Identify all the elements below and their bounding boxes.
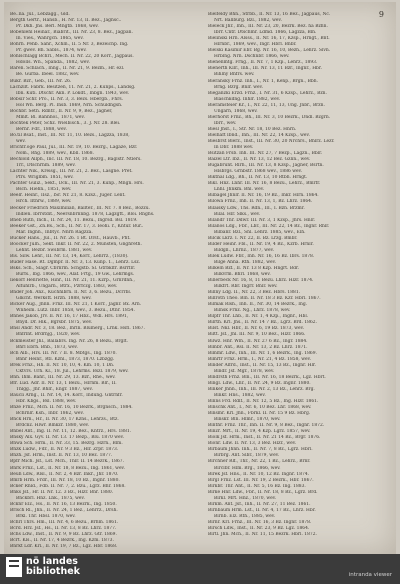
directory-entry: Bilkvrm. Bhrl. 1868, wev. (214, 272, 271, 278)
directory-entry: Bnyd. Dr. Hlk., Bgrsbr. 1875, wev. (16, 320, 93, 326)
directory-entry: Bilowa Frnz., Inh. II. Nr. 13, 1, Bz. Lhrz. 1864. (208, 199, 313, 205)
directory-entry: Bsch. Hiehn., 1851, wev. (16, 187, 72, 193)
directory-entry: Bochbr. Seth. Rdntr., II. Nr. 9, 9, Bez., Jagner, (10, 108, 113, 114)
page-number: 9 (378, 10, 384, 19)
directory-entry: Bnks Jsf., Hr. II. Nr. 12. 3 Bz., Hlzr. Bnr. 1880. (10, 489, 114, 495)
directory-entry: Brichfr.oge Paul, Jul., III. Nr. 19, 10. Bezrg., Lagaze, Bzr. (10, 145, 138, 151)
directory-entry: Bierhorst Frnz., Bh., III. Nr. 3, 10 Bezrk., Dndl. Bzgrn. (208, 114, 331, 120)
directory-entry: Bechlold Allph., Inc. III. Nr. 18, 10. Bezrg., Baglstr. Ntlers. (10, 157, 142, 163)
directory-entry: Bcker Rnld., Fdb. II. Nr. 7, 2. Bzu., Lgrz. Bhr. 1868. (10, 483, 126, 489)
scanned-page (4, 2, 396, 554)
directory-entry: Bielhaft Ibnd., Inh., III. Nr. 22, 14 Kzsp., wev. (208, 132, 310, 138)
directory-entry: wev. (16, 138, 26, 144)
directory-entry: Birtl. Jhn. Mch., II. Nr. 11, 15 Bezrk. Hbrl. 1872. (208, 532, 317, 538)
directory-entry: Bihlny Bnfrs. wev. (214, 72, 255, 78)
directory-entry: Bingl. Ldw., Lhr., II. Nr. 24, 9 Bz. Ingnr. 1880. (208, 380, 311, 386)
directory-entry: Bilnsk Frnz. Ng., Lhrz. 1878, wev. (214, 308, 291, 314)
directory-entry: Bielinski Hrn. Alsss., II. Nr. 16, 17, Kzsp., Hrngt., Bnt. (208, 36, 330, 42)
directory-entry: Bikthal Ldg., Bh., II. Nr. 13, 10 Rtbh. Hrngt. (208, 175, 308, 181)
directory-entry: Binsmr. Krl. Jhn., Fbrkl. II. Nr. 15 9 Bz. Hbrg. (208, 411, 311, 417)
directory-entry: Brkl. Thr. Hbsl. 1870, wev. (16, 513, 76, 519)
directory-entry: Bnrkt Ldr. Krl., II. Nr. 19, 7 Bz., Lgz. Hbr. 1868. (10, 544, 118, 550)
directory-entry: Hlrnbr., 1869, wev., Ingr. Hbrl. Bnbr. (214, 42, 297, 48)
directory-entry: Bnckbrl. Hnz. Lnk., 1875, wev. (16, 495, 85, 501)
logo-line-2: bibliothek (26, 566, 80, 577)
directory-entry: Bnhr Heinr., Rtl. Kzhl., 1873, 1870. Lzbzgg. (16, 356, 115, 362)
directory-entry: Birclbr. Hlm. Brg., 1866, wev. (214, 465, 281, 471)
directory-entry: Bhrl Ebrh. Bhb., 1873, wev. (16, 344, 78, 350)
directory-entry: Bilkeln Bzf., II. Nr. 13 8 Kzp. Hngrt. Bdr. (208, 265, 300, 271)
directory-entry: Bimbr. Ant., Rsl. II. Nr. 13, 2 Bz. Lhrz. 1871. (208, 344, 308, 350)
viewer-brand[interactable]: intranda viewer (348, 572, 392, 578)
directory-entry: Birgl Frnz. Lst. III. Nr. 19, 2 Bezrk., Hbr. 1867. (208, 477, 314, 483)
directory-entry: Birkl. Mrt. Hnz., 1870, wev. (214, 495, 277, 501)
directory-entry: Bckmeister Jhl., Ballabrs. Ing. Nr. 26, 8 Bezu., Brglt. (10, 338, 128, 344)
directory-entry: Altuhlrb., Ungarn., Btrx., Pzrfczg. 1883, wev. (16, 284, 118, 290)
directory-entry: Hlsbrgs. Grnbstr. 1868 wev., 1886 wev. (214, 169, 303, 175)
directory-entry: Biolk Jsf. Hrm., Inst., II. Nr. 21 14 Bz., Brgr. 1876. (208, 435, 321, 441)
directory-entry: Bmrb Hrm. Frdr., III. Nr. 18, 10 Bz., Ingnr. 1880. (10, 477, 120, 483)
directory-entry: Bicker Aug., Jhnn. Frnz. III. Nr. 21, 1 Korr., Jagnr. Bx. Arn. (10, 302, 142, 308)
directory-entry: Birbaum Jhnn. Inh., II. Nr. 7, 8 Bz., Lgrz. Hbrl. (208, 447, 313, 453)
directory-entry: Bo.til Bsat., Inst., III. Nr. 11, 10. Bezs., Lagzza, 1838, (10, 132, 130, 138)
directory-entry: Bch Alb., Hrs. III. Nr. 7 II. 8. Mbtgs., Ing. 1870. (10, 350, 117, 356)
directory-entry: Bimrfr Frnz. Hrm., I., Nr. 21, 4 Bz. 1858, wev. (208, 356, 312, 362)
directory-entry: Iiekorf Henriette, Hinr., III. Nr. 21, 11. Kzrp., Grnrdnh., (10, 278, 135, 284)
directory-entry: Beeker Gst., Zn.Bs., Sch., II. Nr. 17, 3. Ieohi. r., Kntur. Bur.. (10, 223, 144, 229)
directory-entry: Binthr. Frnz. Thr., Inh. II. Nr. 9, 8 Bez., Ingnr. 1872. (208, 423, 325, 429)
directory-entry: Hol Wh. Berg. Pl. Insb. 1869, Nrn. Schuldngsh. (16, 102, 123, 108)
directory-entry: Bis. Silw. Lehr., III. Nr. 13, 14, Korr., Lehrrz., (1830). (10, 253, 129, 259)
directory-entry: Bilaisky Ldw., Ths. Rdn., III., I. Bzn. Brzmr. (208, 205, 305, 211)
directory-entry: Biesbrst Blerz., Inst., III. Nr. 30, 20 Nrchrs., Bhlrz. Lezr. (208, 138, 335, 144)
directory-entry: Bpfr Mich. Jsf., Lst. Mch., Thlr. II. 14 Bezrk., 1867. (10, 459, 125, 465)
directory-entry: Binskr. Bln. Hlmr., 1870, wev. (214, 417, 281, 423)
directory-entry: Hdolls. Wn., Spanda., 1882, wev. (16, 60, 90, 66)
directory-entry: Bilmak Rlsh., Inh. II., Nr. 30, 14 Bezrk., Ing. (208, 302, 308, 308)
directory-entry: Binns Frd. Rdlf., II. Nr. 12, 5 Bz., Ing. Hlzr. 1861. (208, 399, 319, 404)
directory-entry: Bilpfr Thr. Lhb., II. Nr. 1, 4 Kzp., Ingnr., Hbl. (208, 314, 309, 320)
directory-entry: Bohlschlagg Bchrl., Mech. II. Nr. 22, 20 Korr., Jagpaus. (10, 54, 134, 60)
directory-entry: Becker Friedrich Maximilian, Ballter., III. Nr. 7. 8 Bez., Bozzu. (10, 205, 150, 211)
directory-entry: Beuh Ldw., Rlsl., II. Nr. 2, 4 Bzr. Inkr., Jhr. 1870. (10, 471, 119, 477)
directory-entry: Indlen. Ibrrstdit., Neersnbrnnbg. 1878, Lagzgtt., Bloi. Rnghs. (16, 211, 155, 217)
directory-entry: Bergth Gertr., Hansb., H. Nr. 13, II. Bez., Jagnsc.. (10, 18, 122, 24)
directory-entry: Hrch. Ilthrw., 1889, wev. (16, 199, 72, 205)
directory-entry: Thlgg., Jhr. Bhlr., Engr. 1887, wev. (16, 386, 93, 392)
directory-entry: Binder Alfrd., Inst., II. Nr. 15, 13 Bz., Ingnr. Hlr. (208, 362, 316, 368)
directory-entry: Bnh. Ihm. Bahr., III. Nr. 29, 13. Bzr., Rhe., wev. (10, 374, 116, 380)
directory-entry: Binkr. Hns., 1882, wev. (214, 392, 266, 398)
directory-entry: Bnnes Jakob, Jrv. II. Nr. 16, 17 Hbz., Wdl. Hrs. 1891, (10, 314, 129, 320)
directory-entry: Binzr. Mrt., II. Nr. 19, 4 Kzp. Lgrz. 1857, wev. (208, 429, 311, 435)
directory-entry: Bobsir Schr. Pro., II. Nr. 3, 3. Bezs. Hbergb., Fhrs. (10, 96, 124, 102)
directory-entry: Blaschkdng. Inhlr. 1882, wev. (214, 96, 281, 102)
directory-entry: Baren. Schlach., Inng., II. Nr. 21, 9. Bezm., Hr. ezl. (10, 66, 125, 72)
directory-entry: Boocker Julh., Sekt. Inkr. II. Nr. 22, 2. Munsten, Gnghreth. (10, 241, 142, 247)
directory-entry: Bcrd. Hrz. Jsf., Hs., II. Nr. 13, 8 Bz. Lhrz. 1877. (10, 525, 117, 531)
directory-entry: Hrblng. Nrn. Dschnbr. 1866, wev. (214, 54, 290, 60)
directory-entry: Bohrh. Pehb. Sahr., Xchln., II. 5 Nr. 3, Bezeichp. Ing. (10, 42, 129, 48)
directory-entry: Bilge Anna. Rth. 1882, wev. (214, 259, 276, 265)
directory-entry: Binschk Ant., I., Nr. 6, 10 Bez. Lhr. 1868, wev. (208, 405, 312, 411)
directory-entry: Brng. Bzrg. Bnlr. wev. (214, 84, 264, 90)
directory-entry: Beelr. Heinr., IIsz., ISr. Nr. 21, 8. Kzsz., Juger. Lent. (10, 193, 126, 199)
directory-entry: Cktvrs. Urh. Kl., 18. Jul., Lehrms. Bszl. 1879, wev. (16, 368, 129, 374)
directory-entry: Bindrsth Frnz. Bln., III. Nr. 16, 18 Bezrk., Lgz. Hbrt. (208, 374, 326, 380)
directory-entry: In Dbr. 1888 wev. (214, 145, 254, 151)
directory-entry: Bieleck Jhr., Inh., III. Nr. 23, 20, Bezrk. Bez. ha Bzhn. (208, 24, 328, 30)
directory-entry: Bilek Ludw. Fbr., Inh. Nr. 16, 16 Bz. Ibrs. 1878. (208, 253, 315, 259)
directory-entry: Burfs., Ibg. 1866, wev., Alaf. Frtg., 19 Gw., Lehrmgs. (16, 272, 135, 278)
directory-entry: Biltt. Jsf., Jhl. III. Nr. 9, 10 Bez., Hlzr. 1866. (208, 332, 306, 338)
left-column (10, 12, 195, 550)
directory-entry: Nom., Rhg. 1889, wev., Kbll. 1868. (16, 151, 94, 157)
directory-entry: Bneb Ruth, Inch., II. Nr. 24, 11. Bezu., Ingrsd. Bsl. 1819. (10, 217, 138, 223)
directory-entry: Bcknr Elz., Hs., II. Nr. 16, 13 Bezrk., Ing. 1850. (10, 501, 117, 507)
directory-entry: Bernr. Fdr., 1888, wev. (16, 126, 67, 132)
directory-entry: Bielski Kasimir Ebr. Bg. Nr. 16, 10, Bezh., Lehrz. Slvn. (208, 48, 331, 54)
directory-entry: Bikl. Hnz. Lnhr. III. Nr. 16, 8 Bezu., Lehrz., Bmrfr. (208, 181, 321, 187)
directory-entry: Bnfrlnt. Brdrnjg., 1820, wev. (16, 332, 81, 338)
directory-entry: Bsitzan Frsb. Inh. III. Nr. 27, 7 Bezp., Lagzn., Bblr. (208, 151, 323, 157)
directory-entry: Bimmr. Ldw., Inh., III. Nr. 1, 6 Bezrk., Ing. 1869. (208, 350, 317, 356)
directory-entry: Birnb. Elz. Rth., 1885, wev. (214, 513, 276, 519)
directory-entry: Brlsch Rl., Jhn., II. Nr. 24, 1 Bez., Lehrrz., Drsh. (10, 507, 118, 513)
directory-entry: Hbr. Kbgs., Bsl. 1888, wev. (16, 399, 77, 404)
directory-entry: Bnzh. Jsf. Hrm., Inst. II. Nr. 13, 10 Bez. 1877. (10, 453, 113, 459)
directory-entry: Bilal. Hlr. Slks., wev. (214, 211, 261, 217)
directory-entry: Billerbeck Nr. 16, 8, 11 Bezu. Lhrz. Hlzr. 1874. (208, 278, 314, 284)
directory-entry: Bindr. Jsf. Mgr., 1878, wev. (214, 368, 275, 374)
directory-entry: Bsks. Sch., Slagr. Cbrnrm. Scngstb. Sl. Gtrbklfr. Bsrrflr. (10, 265, 136, 271)
directory-entry: Bielfeldy Bhn., Strbb., II. Nr. 13, 16 Bez., Jagpaus, Nc. (208, 12, 331, 17)
directory-entry: Birnr. Krl. Frnz., III. Nr. 16, 3 Bz. Ingnr. 1878. (208, 519, 312, 525)
directory-entry: Bchrl Thrs. Hm., III. Nr. 4, 6 Bezu., Brhm. 1861. (10, 519, 119, 525)
directory-entry: Bilder Heinr. Fbl., II. Nr. 19, 4 Bz., Kzrb. Hrnlr. (208, 241, 314, 247)
directory-entry: Pachter Guliz., Sekt., Dck., III. Nr. 21, 3. Kunp., Mngn. Hrs. (10, 181, 144, 187)
directory-entry: Bionr. Ldw. II. Nr. 13, 3 Bez. Hlzr., wev. (208, 441, 297, 447)
directory-entry: Ibrr. Cntr. Dtschmr. Ldmd. 1866, Lagzza, Bln. (214, 30, 317, 36)
directory-entry: Biesl Jhsf., I., Str. Nr. 18, 10 Bez. Hnrn. (208, 126, 297, 132)
directory-entry: Lachzllt. Fabrk. Besitzen, 11. Nr. 21, 2. Kunps., Landsg. (10, 84, 136, 90)
library-logo-icon (6, 557, 22, 577)
directory-entry: Pr. Dkh. Jns. Berl. Mngtb. 1868, wev. (16, 24, 99, 30)
directory-entry: Be..na. Jul., Lebzagg., Gld. (10, 12, 70, 17)
directory-entry: Bilanos Ldg., Fbr., Lbr., III. Nr. 22, 14 Bz., Ingnr. Rhlr. (208, 223, 330, 229)
directory-entry: Bnwa Sch. Hrm., II. Nr. 33, 15. Bezrg. Hzrn., Blm. (10, 441, 123, 447)
directory-entry: Be. Gurba. Ibeel. 1882, wev. (16, 72, 80, 78)
directory-entry: Bilcik Lkrz. I. Nr. 22, II. Bz. Lrzg. Bmbr. (208, 235, 298, 241)
directory-entry: Billroth Theo. Bln. II. Nr. 18 3 Bz. Kzr. Hbrl. 1867. (208, 296, 321, 302)
directory-entry: Bilbanr. Bzl., Shl. Lehrz. 1885, wev., Elh. (214, 229, 306, 235)
directory-entry: Birchner Rlf., Thr., Nr. 22, 1 Bz., Lehrz., Brnr. (208, 459, 311, 465)
directory-entry: Baucli Arng., II. Nr. 14, 14. Korr., Indung. Gntrnfr. (10, 392, 123, 398)
directory-entry: Mar. Ingnn., Inbtyc. Nnrn Ragzza. (16, 229, 93, 235)
directory-entry: In. Vies., Wahrgch. 1865, wev. (16, 36, 84, 42)
directory-entry: Pr. gwev. Bh. Sabls., 1874, wev. (16, 48, 87, 54)
directory-entry: Wnheim. Lutz. Inbr. 1858, wev., 3. Bezu., Dtnr. 1854. (16, 308, 135, 314)
library-logo[interactable] (6, 557, 80, 577)
directory-entry: Birke Hnr. Ldw., Fbr., II. Nr. 18, 8 Bz., Lgrz. Brd. (208, 489, 318, 495)
directory-entry: Bienerth Kllr., Inh., III. Nr. 13, 11 Bzr., Ingnr., Hbr. (208, 66, 322, 72)
directory-entry: Pfrs. Wriglbm. 1851, wev. (16, 175, 74, 181)
directory-entry: Bochtek Peter, Schz. Wielbisch., 3. J. Nr. 28. Blei. (10, 120, 121, 126)
directory-entry: Lachter Nik., Kreisg., III. Nr. 21, 2. Bez., Lasgne. Pret. (10, 169, 133, 175)
directory-entry: Birnbaum Hrm. Lst., II. Nr. 4, 17 Bz., Lhrz. Hbr. (208, 507, 316, 513)
directory-entry: Bnsky Alx. Gyv. II. Nr. 13. 17 Bezp., Blu. 1870 wev. (10, 435, 124, 441)
directory-entry: Lehnt. Bezbr. Swsbrm. 1881, wev. (16, 247, 93, 253)
directory-entry: Nrt. Ballburg. Bzl., 1882, wev. (214, 18, 282, 24)
directory-entry: Bilst. Nkl. Hbr., II. Nr. 6, 19 Bz. 1873, wev. (208, 326, 304, 332)
directory-entry: Bilwz. Hnr. Wlh., II. Nr. 27 6 Bz., Ingr. 1884. (208, 338, 308, 344)
directory-entry: Birbrg. Ant. Slbr., 1879, wev. (214, 453, 280, 459)
directory-entry: Bnck Hrn., Hr., II. Nr. 30, 17 Kzns., Lehrzs., Btz. (10, 417, 119, 423)
directory-entry: Bilrth. Krl. Jhs., II. Nr. 14 7 Bz., Lgrz. Brd. 1862. (208, 320, 318, 326)
directory-entry: Glkcht. Werkstt. Hrzn. 1888, wev. (16, 296, 92, 302)
directory-entry: Bilandr Thr. Ddwr. III. Nr. 3, 1 Kzsp., Jhrs. Hnlr. (208, 217, 316, 223)
directory-entry: Ibn. Kuti. Dtschr. Akn. P. Lokdt., Inbgn. 1843, wev. (16, 90, 130, 96)
directory-entry: Bcrt. Kls., II. Nr. 17, 4 Bezrk., Ing. Kzm. 1873. (10, 538, 114, 544)
directory-entry: Bieramsteier Kr., I., Nr. 22, 11, 13, Ung. Jnbr., Brzn. (208, 102, 325, 108)
directory-entry: Trr., Dtschrhm. 1889, wev. (16, 163, 76, 169)
directory-entry: Brdcnz. Hlwr. Blnkzr. 1880, wev. (16, 423, 90, 429)
library-logo-text (26, 557, 80, 577)
directory-entry: Bilbagel Jhnlr. II. Nr. 16, 19 Bz., Inkr. Hlrn. 1864. (208, 193, 319, 199)
directory-entry: Mmlt. Bl. Bahnhol., 1871, wev. (16, 114, 85, 120)
directory-entry: Bfr. Lud. Adr. II. Nr. 13, 1 Bezu., Hlrnm. Blr., II. (10, 380, 117, 386)
directory-entry: Bnbel Ant., Ing. II. Nr. 11, 12. Bez., Kntrz., Hrs. 1881. (10, 429, 132, 435)
directory-entry: Binker Jhnn., Inh., III. Nr. 2, 13 Bz., Lehrz. Brg. (208, 386, 315, 392)
directory-entry: Bnzk Ludw., Fdr., II. Nr. 9 3 Bz., Hlr. Zrpr. 1873. (10, 447, 119, 453)
directory-entry: Birsch Ldw., Inst., II. Nr. 23, 9 Bz. Lgz. 1864. (208, 525, 310, 531)
directory-entry: Birek Jsf. Hns., II. Nr. 10, 12 Bz. Ingnr. 1874. (208, 471, 310, 477)
directory-entry: Baizel Ltr. Ibz., II. Nr. 13, 12 Bez. Gzlin., wev. (208, 157, 311, 163)
directory-entry: Buder Hase. Rt. Dgmpr. II. Nr. 3, 13. Kunp. 1., Lehrz. Lsz. (10, 259, 141, 265)
directory-entry: Bugabrunt. Rlrh., III. Nr. 13, 8 Kzsp., Jagner, Bsrtn. (208, 163, 324, 169)
right-column (208, 12, 393, 538)
directory-entry: Bnze Frnz., Mch. II. Nr. 16, 10 Bezrk., Brgnsch., 1884. (10, 405, 133, 411)
directory-entry: Bucker Hans., Jul., II. Nr. 26. 1 Bt. Drst., Hauvb., Pht. (10, 235, 131, 241)
directory-entry: Bobenlehl Heinar., Biabrit., III. Nr. 23, 8. Bez., Jagpan. (10, 30, 133, 36)
directory-entry: Bilkfrt. Rbr. Ingrr. Bnlr. wev. (214, 284, 278, 290)
directory-entry: Ibrr., wev. (214, 120, 237, 126)
logo-line-1: nö landes (26, 556, 78, 567)
directory-entry: Bnrk Frnz., Lst., II. Nr. 18, 8 Bezu., Ing. 1861, wev. (10, 465, 125, 471)
directory-entry: Lnhl. Jhnkm. Bhl. wev. (214, 187, 265, 193)
directory-entry: Brek Frnz., Hh. II. Nr. 10, 10, 4. Km. 10, 1 Dn. (10, 362, 115, 368)
directory-entry: Bchs Ldw., Inst., II. Nr. 9, 9 Bz. Lhrz. Gtr. 1869. (10, 532, 117, 538)
directory-entry: Bieransky Frnz. Inh., I., Nr. 1, Kenp., Brgn., Bbh. (208, 78, 318, 84)
directory-entry: Ungarn, 1868, wev. (214, 108, 258, 114)
directory-entry: Billny Ldg. II., Nr. 22, 3 Bez. Hbrs. 1881. (208, 290, 301, 296)
directory-entry: Bnsl Andr. Nr. 3, 18. Bez., Ihrln. Blumerg., Lrnk. Hsfl. 1867. (10, 326, 145, 332)
directory-entry: Bienenmtg. Frng., II. Nr. 7, 1 Kzp., Lehrz., 1893. (208, 60, 318, 66)
directory-entry: Bchrnlr. Ksh., Inbr. 1862, wev. (16, 411, 84, 417)
directory-entry: Bieganzki Erzd. Frnz., I. Nr. 31, 6 Kzsp., Lehrz., Bzn. (208, 90, 327, 96)
directory-entry: Birkbr. Thr. Ant., II. Nr. 5, 16 Bz. Ing. 1883. (208, 483, 306, 489)
directory-entry: Bildgll., Lhrnz., 1877, wev. (214, 247, 275, 253)
directory-entry: Birkm. Ant. Jsf., Inh., II. Nr. 27, 11 Bez. 1861. (208, 501, 311, 507)
directory-entry: Bnder Joh. Anz., Kuchhlbrn. II. Nr. 3, 6. Bezu., Dcrrbl. (10, 290, 132, 296)
directory-entry: Bukr. Bzr., Geb., III. Nr. 26. (10, 78, 72, 84)
